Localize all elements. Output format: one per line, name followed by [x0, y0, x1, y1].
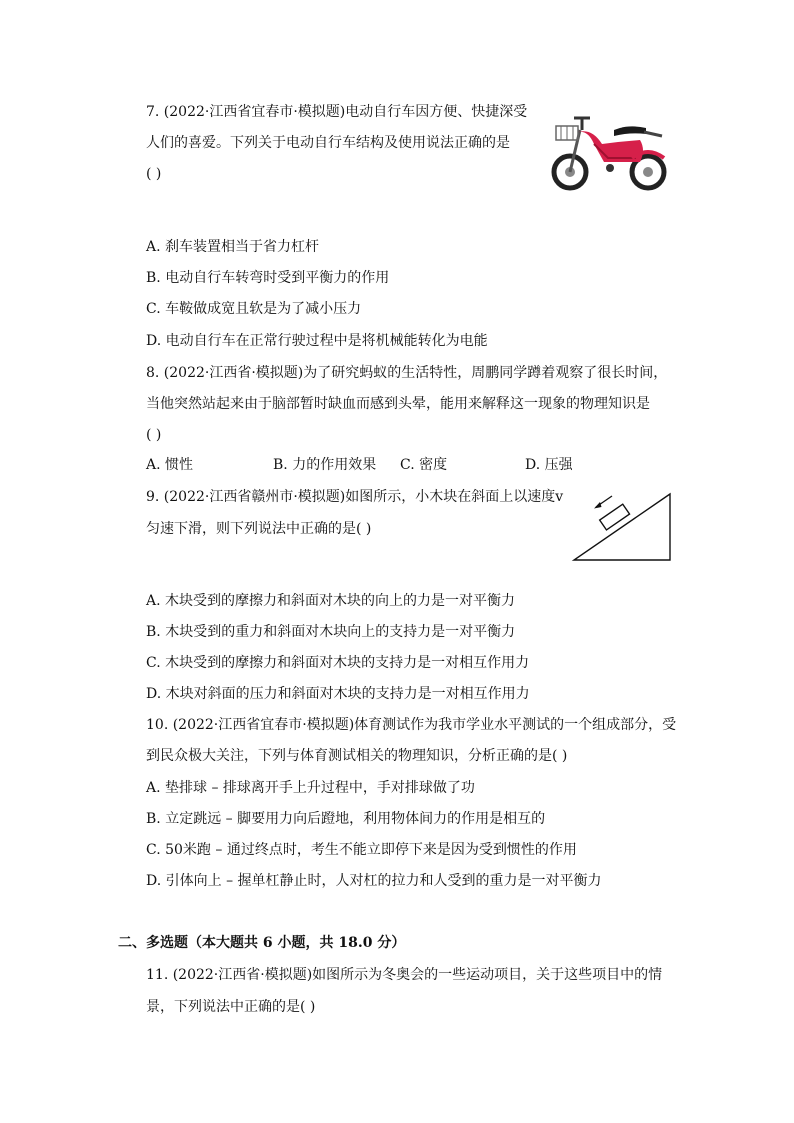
q10-option-a: A. 垫排球 – 排球离开手上升过程中，手对排球做了功	[146, 780, 475, 796]
q10-stem-line2: 到民众极大关注，下列与体育测试相关的物理知识，分析正确的是( )	[146, 748, 568, 764]
q7-option-d: D. 电动自行车在正常行驶过程中是将机械能转化为电能	[146, 333, 488, 349]
q10-stem-line1: 10. (2022·江西省宜春市·模拟题)体育测试作为我市学业水平测试的一个组成部分，受	[146, 717, 677, 733]
q8-option-c: C. 密度	[400, 457, 448, 473]
q10-option-d: D. 引体向上 – 握单杠静止时，人对杠的拉力和人受到的重力是一对平衡力	[146, 873, 602, 889]
section-title-multiple-choice: 二、多选题（本大题共 6 小题，共 18.0 分）	[118, 935, 406, 951]
q7-option-c: C. 车鞍做成宽且软是为了减小压力	[146, 301, 362, 317]
q10-option-b: B. 立定跳远 – 脚要用力向后蹬地，利用物体间力的作用是相互的	[146, 811, 546, 827]
q8-option-a: A. 惯性	[146, 457, 194, 473]
q8-answer-blank: ( )	[146, 427, 162, 443]
inclined-plane-diagram	[570, 488, 674, 564]
q8-stem-line2: 当他突然站起来由于脑部暂时缺血而感到头晕，能用来解释这一现象的物理知识是	[146, 396, 650, 412]
q8-stem-line1: 8. (2022·江西省·模拟题)为了研究蚂蚁的生活特性，周鹏同学蹲着观察了很长时间，	[146, 365, 668, 381]
q9-stem-line1: 9. (2022·江西省赣州市·模拟题)如图所示，小木块在斜面上以速度v	[146, 489, 564, 505]
q7-option-b: B. 电动自行车转弯时受到平衡力的作用	[146, 270, 390, 286]
q7-answer-blank: ( )	[146, 166, 162, 182]
q9-option-d: D. 木块对斜面的压力和斜面对木块的支持力是一对相互作用力	[146, 686, 530, 702]
q7-option-a: A. 刹车装置相当于省力杠杆	[146, 239, 320, 255]
q8-option-b: B. 力的作用效果	[273, 457, 377, 473]
q9-option-a: A. 木块受到的摩擦力和斜面对木块的向上的力是一对平衡力	[146, 593, 516, 609]
q9-option-b: B. 木块受到的重力和斜面对木块向上的支持力是一对平衡力	[146, 624, 516, 640]
q11-stem-line1: 11. (2022·江西省·模拟题)如图所示为冬奥会的一些运动项目，关于这些项目中的情	[146, 967, 663, 983]
q9-option-c: C. 木块受到的摩擦力和斜面对木块的支持力是一对相互作用力	[146, 655, 530, 671]
q11-stem-line2: 景，下列说法中正确的是( )	[146, 999, 316, 1015]
q10-option-c: C. 50米跑 – 通过终点时，考生不能立即停下来是因为受到惯性的作用	[146, 842, 577, 858]
q7-stem-line2: 人们的喜爱。下列关于电动自行车结构及使用说法正确的是	[146, 135, 510, 151]
q8-option-d: D. 压强	[525, 457, 573, 473]
q9-stem-line2: 匀速下滑，则下列说法中正确的是( )	[146, 521, 372, 537]
electric-bicycle-image	[548, 100, 670, 196]
q7-stem-line1: 7. (2022·江西省宜春市·模拟题)电动自行车因方便、快捷深受	[146, 104, 528, 120]
